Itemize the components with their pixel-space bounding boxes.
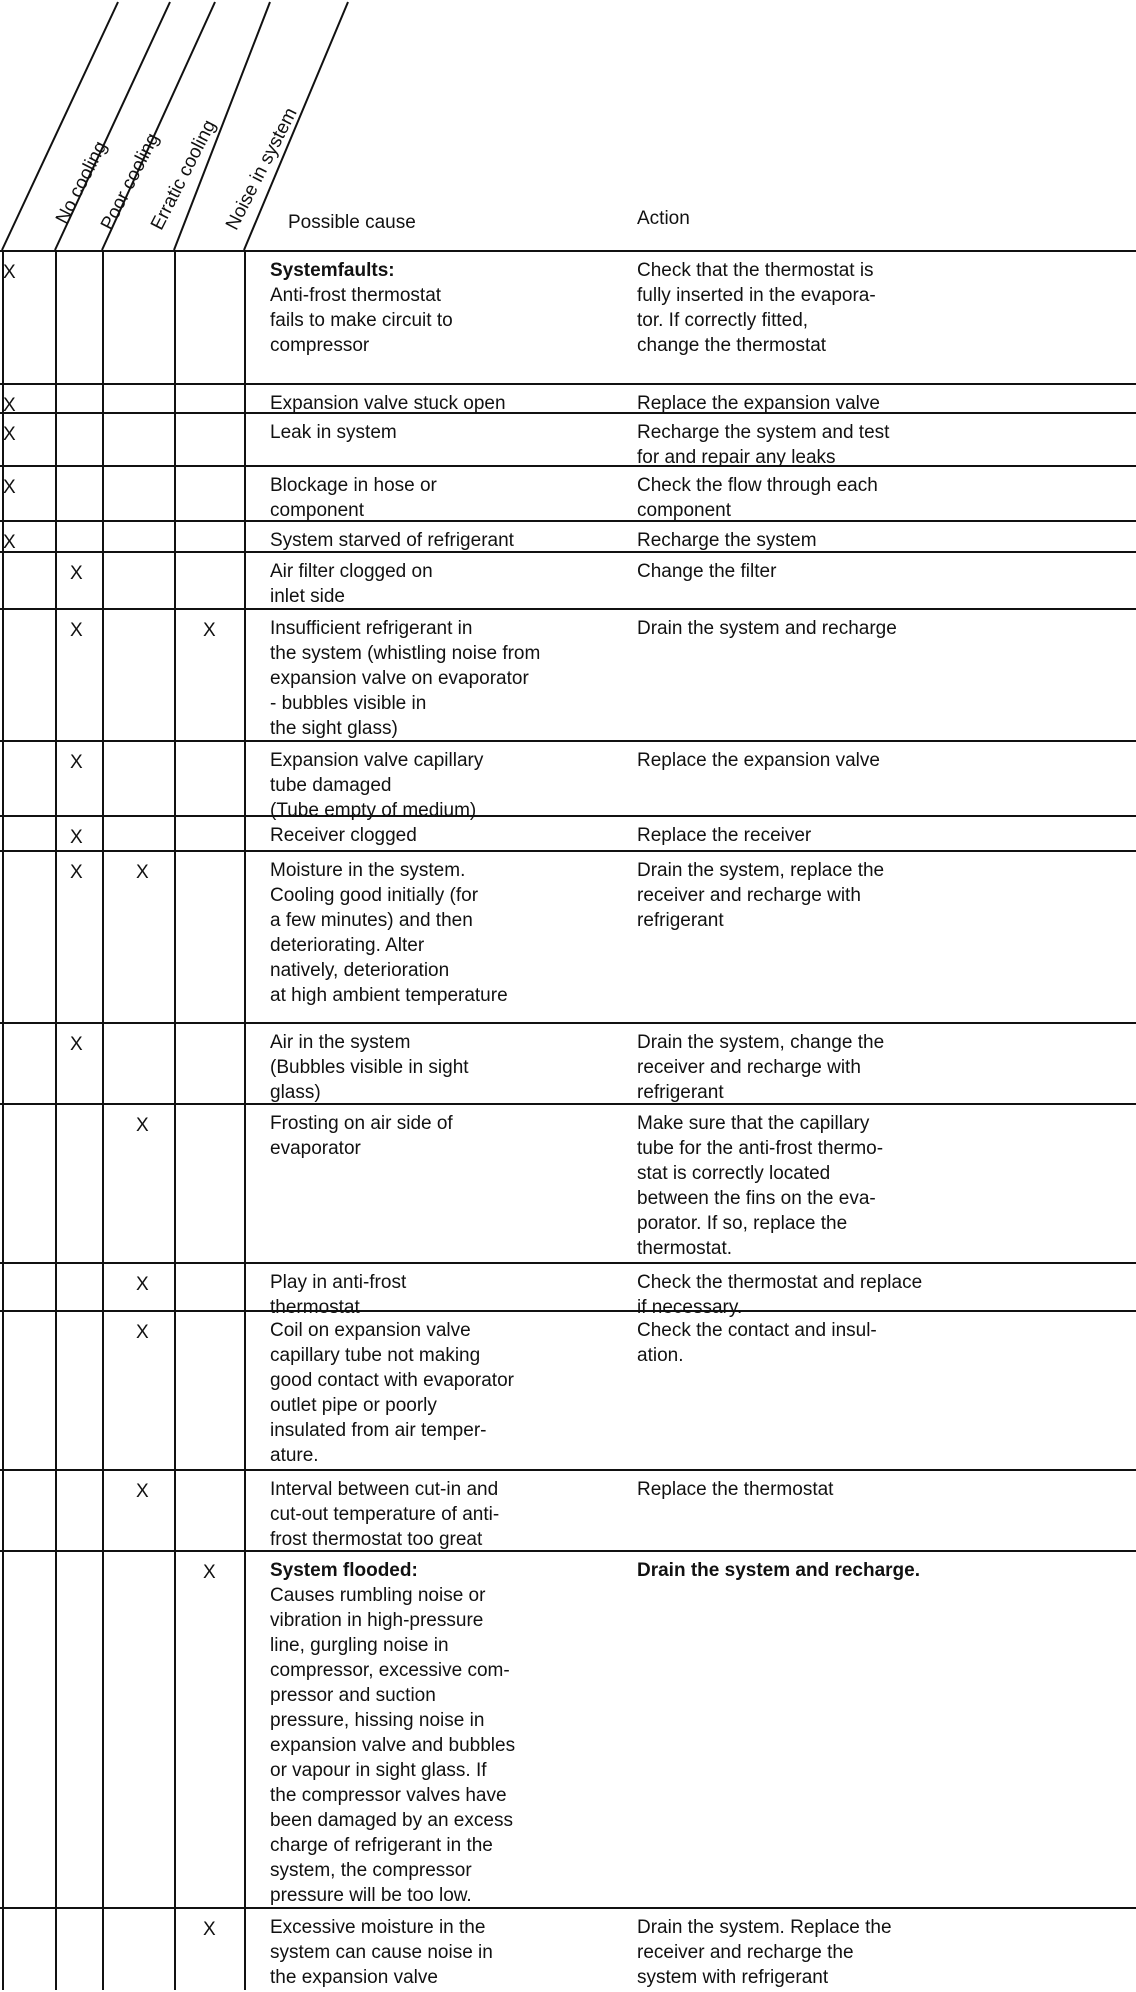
cause-text: Frosting on air side of evaporator bbox=[270, 1113, 453, 1159]
row-divider bbox=[0, 1262, 1136, 1264]
cause-text: Air in the system (Bubbles visible in sight glass) bbox=[270, 1032, 469, 1103]
cause-text: Expansion valve capillary tube damaged (Tube empty of medium) bbox=[270, 750, 484, 821]
symptom-mark: X bbox=[3, 395, 16, 416]
column-divider bbox=[102, 250, 104, 1990]
action-cell: Check the contact and insul- ation. bbox=[637, 1320, 877, 1366]
symptom-mark: X bbox=[136, 862, 149, 883]
cause-text: Expansion valve stuck open bbox=[270, 393, 506, 414]
header-poor-cooling: Poor cooling bbox=[97, 129, 164, 234]
row-divider bbox=[0, 250, 1136, 252]
possible-cause-cell bbox=[270, 858, 610, 1008]
cause-text: Coil on expansion valve capillary tube not making good contact with evaporator outlet pipe or poorly insulated from air temper- ature. bbox=[270, 1320, 514, 1466]
possible-cause-cell bbox=[270, 473, 610, 523]
column-divider bbox=[55, 250, 57, 1990]
cause-text: Leak in system bbox=[270, 422, 397, 443]
header-no-cooling: No cooling bbox=[52, 138, 112, 228]
symptom-mark: X bbox=[203, 1919, 216, 1940]
action-cell: Check that the thermostat is fully inserted in the evapora- tor. If correctly fitted, change the thermostat bbox=[637, 260, 876, 356]
column-divider bbox=[244, 250, 246, 1990]
possible-cause-cell bbox=[270, 1915, 610, 1990]
symptom-mark: X bbox=[70, 1034, 83, 1055]
action-cell: Change the filter bbox=[637, 561, 777, 582]
cause-text: Receiver clogged bbox=[270, 825, 417, 846]
symptom-mark: X bbox=[203, 620, 216, 641]
action-cell: Replace the expansion valve bbox=[637, 750, 880, 771]
symptom-mark: X bbox=[136, 1322, 149, 1343]
header-noise-in-system: Noise in system bbox=[222, 104, 302, 234]
possible-cause-cell bbox=[270, 1477, 610, 1552]
cause-text: System starved of refrigerant bbox=[270, 530, 514, 551]
possible-cause-cell bbox=[270, 528, 610, 553]
cause-text: Moisture in the system. Cooling good initially (for a few minutes) and then deteriorating. Alter natively, deterioration at high ambient temperature bbox=[270, 860, 508, 1006]
header-action: Action bbox=[637, 208, 690, 229]
row-divider bbox=[0, 1469, 1136, 1471]
symptom-mark: X bbox=[70, 563, 83, 584]
possible-cause-cell bbox=[270, 1318, 610, 1468]
action-cell: Replace the receiver bbox=[637, 825, 812, 846]
symptom-mark: X bbox=[70, 752, 83, 773]
action-cell: Drain the system, change the receiver and recharge with refrigerant bbox=[637, 1032, 885, 1103]
cause-text: Excessive moisture in the system can cause noise in the expansion valve bbox=[270, 1917, 493, 1988]
cause-text: Causes rumbling noise or vibration in high-pressure line, gurgling noise in compressor, excessive com- pressor and suction pressure, hissing noise in expansion valve and bubbles or vapour in sight glass. If the compressor valves have been damaged by an excess charge of refrigerant in the system, the compressor pressure will be too low. bbox=[270, 1585, 516, 1906]
action-cell: Recharge the system bbox=[637, 530, 817, 551]
symptom-mark: X bbox=[3, 262, 16, 283]
possible-cause-cell bbox=[270, 748, 610, 823]
row-divider bbox=[0, 850, 1136, 852]
cause-text: Insufficient refrigerant in the system (whistling noise from expansion valve on evaporator - bubbles visible in the sight glass) bbox=[270, 618, 541, 739]
column-divider bbox=[2, 250, 4, 1990]
symptom-mark: X bbox=[136, 1481, 149, 1502]
action-cell: Replace the expansion valve bbox=[637, 393, 880, 414]
cause-title: Systemfaults: bbox=[270, 260, 395, 281]
action-cell: Drain the system and recharge. bbox=[637, 1560, 920, 1581]
symptom-mark: X bbox=[3, 477, 16, 498]
action-cell: Check the flow through each component bbox=[637, 475, 878, 521]
action-cell: Check the thermostat and replace if necessary. bbox=[637, 1272, 923, 1318]
possible-cause-cell bbox=[270, 559, 610, 609]
cause-title: System flooded: bbox=[270, 1560, 418, 1581]
possible-cause-cell bbox=[270, 1111, 610, 1161]
symptom-mark: X bbox=[70, 862, 83, 883]
action-cell: Drain the system, replace the receiver and recharge with refrigerant bbox=[637, 860, 885, 931]
symptom-mark: X bbox=[136, 1115, 149, 1136]
cause-text: Anti-frost thermostat fails to make circuit to compressor bbox=[270, 285, 453, 356]
cause-text: Air filter clogged on inlet side bbox=[270, 561, 433, 607]
header-erratic-cooling: Erratic cooling bbox=[147, 116, 221, 234]
symptom-mark: X bbox=[3, 424, 16, 445]
column-divider bbox=[174, 250, 176, 1990]
possible-cause-cell bbox=[270, 616, 610, 741]
possible-cause-cell bbox=[270, 1558, 610, 1908]
cause-text: Blockage in hose or component bbox=[270, 475, 437, 521]
possible-cause-cell bbox=[270, 823, 610, 848]
row-divider bbox=[0, 1022, 1136, 1024]
cause-text: Play in anti-frost thermostat bbox=[270, 1272, 407, 1318]
action-cell: Make sure that the capillary tube for the anti-frost thermo- stat is correctly located between the fins on the eva- porator. If so, replace the thermostat. bbox=[637, 1113, 884, 1259]
possible-cause-cell bbox=[270, 420, 610, 445]
possible-cause-cell bbox=[270, 258, 610, 358]
action-cell: Replace the thermostat bbox=[637, 1479, 834, 1500]
symptom-mark: X bbox=[3, 532, 16, 553]
symptom-mark: X bbox=[70, 620, 83, 641]
possible-cause-cell bbox=[270, 1030, 610, 1105]
header-possible-cause: Possible cause bbox=[288, 212, 416, 233]
symptom-mark: X bbox=[203, 1562, 216, 1583]
row-divider bbox=[0, 383, 1136, 385]
possible-cause-cell bbox=[270, 391, 610, 416]
symptom-mark: X bbox=[70, 827, 83, 848]
symptom-mark: X bbox=[136, 1274, 149, 1295]
action-cell: Drain the system. Replace the receiver and recharge the system with refrigerant bbox=[637, 1917, 892, 1988]
action-cell: Drain the system and recharge bbox=[637, 618, 897, 639]
possible-cause-cell bbox=[270, 1270, 610, 1320]
action-cell: Recharge the system and test for and repair any leaks bbox=[637, 422, 890, 468]
cause-text: Interval between cut-in and cut-out temperature of anti- frost thermostat too great bbox=[270, 1479, 500, 1550]
